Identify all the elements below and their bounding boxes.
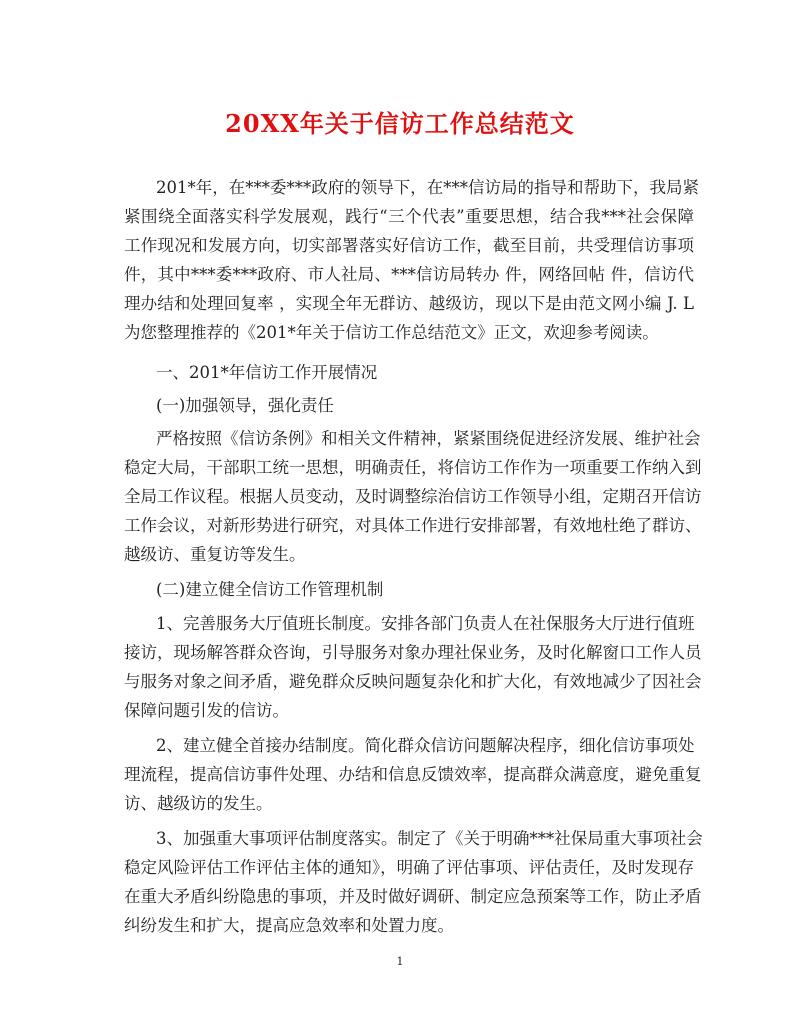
text-line: 理流程，提高信访事件处理、办结和信息反馈效率，提高群众满意度，避免重复 [124, 765, 702, 784]
page-number: 1 [396, 955, 404, 968]
text-line: 工作会议，对新形势进行研究，对具体工作进行安排部署，有效地杜绝了群访、 [124, 516, 702, 535]
text-line: 稳定风险评估工作评估主体的通知》，明确了评估事项、评估责任，及时发现存 [124, 858, 694, 877]
text-line: 全局工作议程。根据人员变动，及时调整综治信访工作领导小组，定期召开信访 [124, 487, 702, 506]
text-line: 201*年，在***委***政府的领导下，在***信访局的指导和帮助下，我局紧 [156, 178, 699, 197]
text-line: (二)建立健全信访工作管理机制 [156, 580, 384, 599]
text-line: 紧围绕全面落实科学发展观，践行“三个代表”重要思想，结合我***社会保障 [124, 207, 694, 226]
text-line: 纠纷发生和扩大，提高应急效率和处置力度。 [124, 916, 454, 935]
text-line: 2、建立健全首接办结制度。简化群众信访问题解决程序，细化信访事项处 [156, 736, 695, 755]
text-line: 3、加强重大事项评估制度落实。制定了《关于明确***社保局重大事项社会 [156, 829, 703, 848]
text-line: 为您整理推荐的《201*年关于信访工作总结范文》正文，欢迎参考阅读。 [124, 323, 659, 342]
text-line: 稳定大局，干部职工统一思想，明确责任，将信访工作作为一项重要工作纳入到 [124, 458, 702, 477]
text-line: 理办结和处理回复率 ，实现全年无群访、越级访，现以下是由范文网小编 J. L [124, 294, 694, 313]
text-line: 接访，现场解答群众咨询，引导服务对象办理社保业务，及时化解窗口工作人员 [124, 643, 702, 662]
text-line: 工作现况和发展方向，切实部署落实好信访工作，截至目前，共受理信访事项 [124, 236, 694, 255]
document-title: 20XX年关于信访工作总结范文 [225, 109, 575, 138]
text-line: 保障问题引发的信访。 [124, 701, 289, 720]
text-line: 访、越级访的发生。 [124, 794, 273, 813]
text-line: 1、完善服务大厅值班长制度。安排各部门负责人在社保服务大厅进行值班 [156, 614, 695, 633]
text-line: (一)加强领导，强化责任 [156, 396, 334, 415]
text-line: 一、201*年信访工作开展情况 [156, 363, 378, 382]
text-line: 件，其中***委***政府、市人社局、***信访局转办 件，网络回帖 件，信访代 [124, 265, 694, 284]
text-line: 与服务对象之间矛盾，避免群众反映问题复杂化和扩大化，有效地减少了因社会 [124, 672, 702, 691]
text-line: 严格按照《信访条例》和相关文件精神，紧紧围绕促进经济发展、维护社会 [156, 429, 701, 448]
text-line: 在重大矛盾纠纷隐患的事项，并及时做好调研、制定应急预案等工作，防止矛盾 [124, 887, 702, 906]
text-line: 越级访、重复访等发生。 [124, 545, 306, 564]
